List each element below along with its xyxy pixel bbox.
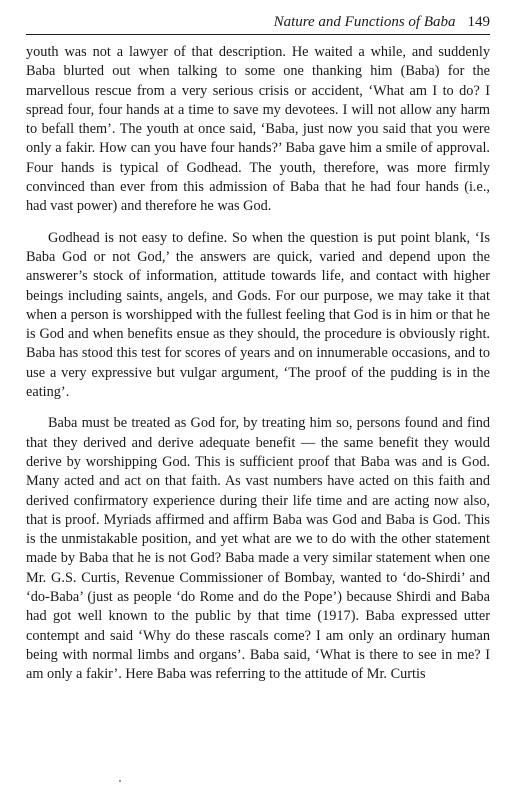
print-speck <box>119 780 121 782</box>
chapter-title: Nature and Functions of Baba <box>273 14 456 30</box>
book-page <box>26 14 490 685</box>
page-number: 149 <box>467 14 490 30</box>
running-header <box>26 14 490 35</box>
paragraph-continued: youth was not a lawyer of that description. He waited a while, and suddenly Baba blurted out when talking to some one thanking him (Baba) for the marvellous rescue from a very serious crisis or accident, ‘What am I to do? I spread four, four hands at a time to save my devotees. I will not allow any harm to befall them’. The youth at once said, ‘Baba, just now you said that you were only a fakir. How can you have four hands?’ Baba gave him a smile of approval. Four hands is typical of Godhead. The youth, therefore, was more firmly convinced than ever from this admission of Baba that he had four hands (i.e., had vast power) and therefore he was God. <box>26 44 490 215</box>
body-text <box>26 43 490 685</box>
paragraph-treated-as-god: Baba must be treated as God for, by treating him so, persons found and find that they derived and derive adequate benefit — the same benefit they would derive by worshipping God. This is sufficient proof that Baba was and is God. Many acted and act on that faith. As vast numbers have acted on this faith and derived confirmatory experience during their life time and are acting now also, that is proof. Myriads affirmed and affirm Baba was God and Baba is God. This is the unmistakable position, and yet what are we to do with the other statement made by Baba that he is not God? Baba made a very similar statement when one Mr. G.S. Curtis, Revenue Commissioner of Bombay, wanted to ‘do-Shirdi’ and ‘do-Baba’ (just as people ‘do Rome and do the Pope’) because Shirdi and Baba had got well known to the public by that time (1917). Baba expressed utter contempt and said ‘Why do these rascals come? I am only an ordinary human being with normal limbs and organs’. Baba said, ‘What is there to see in me? I am only a fakir’. Here Baba was referring to the attitude of Mr. Curtis <box>26 415 490 683</box>
paragraph-godhead: Godhead is not easy to define. So when the question is put point blank, ‘Is Baba God or not God,’ the answers are quick, varied and depend upon the answerer’s stock of information, attitude towards life, and contact with higher beings including saints, angels, and Gods. For our purpose, we may take it that when a person is worshipped with the fullest feeling that God is in him or that he is God and when benefits ensue as they should, the procedure is obviously right. Baba has stood this test for scores of years and on innumerable occasions, and to use a very expressive but vulgar argument, ‘The proof of the pudding is in the eating’. <box>26 229 490 401</box>
